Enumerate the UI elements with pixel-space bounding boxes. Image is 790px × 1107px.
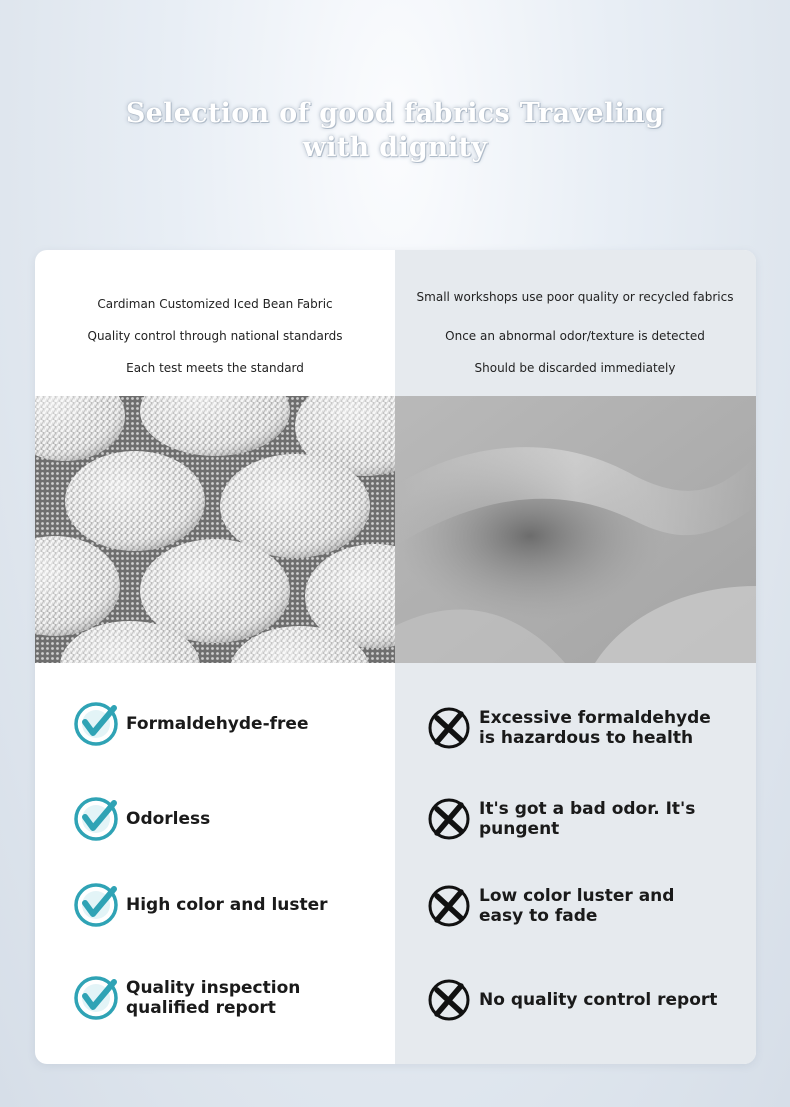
drawback-no-report xyxy=(425,970,739,1030)
feature-label: Formaldehyde-free xyxy=(126,714,309,734)
x-circle-icon xyxy=(425,976,473,1024)
feature-quality-report xyxy=(72,968,306,1028)
left-intro-line: Quality control through national standards xyxy=(87,329,343,343)
x-circle-icon xyxy=(425,882,473,930)
feature-label: Quality inspection qualified report xyxy=(126,978,301,1018)
feature-odorless xyxy=(72,789,210,849)
drawback-label: Excessive formaldehyde is hazardous to health xyxy=(479,708,711,748)
x-circle-icon xyxy=(425,704,473,752)
drawback-formaldehyde xyxy=(425,698,719,758)
check-circle-icon xyxy=(72,881,120,929)
feature-formaldehyde-free xyxy=(72,694,308,754)
knit-fabric-illustration xyxy=(35,396,395,663)
left-intro xyxy=(35,250,395,396)
right-intro xyxy=(395,250,755,396)
check-circle-icon xyxy=(72,974,120,1022)
good-fabric-image xyxy=(35,396,395,663)
check-circle-icon xyxy=(72,795,120,843)
drawback-odor xyxy=(425,789,709,849)
right-intro-line: Should be discarded immediately xyxy=(474,361,676,375)
drawback-label: It's got a bad odor. It's pungent xyxy=(479,799,696,839)
drawback-label: No quality control report xyxy=(479,990,718,1010)
drawback-fading xyxy=(425,876,719,936)
gray-cloth-illustration xyxy=(395,396,756,663)
page-headline: Selection of good fabrics Traveling with dignity xyxy=(125,98,665,163)
poor-fabric-image xyxy=(395,396,756,663)
right-intro-line: Small workshops use poor quality or recycled fabrics xyxy=(416,290,734,304)
right-intro-line: Once an abnormal odor/texture is detected xyxy=(445,329,705,343)
check-circle-icon xyxy=(72,700,120,748)
left-intro-line: Each test meets the standard xyxy=(126,361,304,375)
drawback-label: Low color luster and easy to fade xyxy=(479,886,675,926)
feature-label: Odorless xyxy=(126,809,211,829)
comparison-card xyxy=(35,250,756,1064)
feature-label: High color and luster xyxy=(126,895,328,915)
left-intro-line: Cardiman Customized Iced Bean Fabric xyxy=(97,297,333,311)
x-circle-icon xyxy=(425,795,473,843)
feature-color-luster xyxy=(72,875,328,935)
